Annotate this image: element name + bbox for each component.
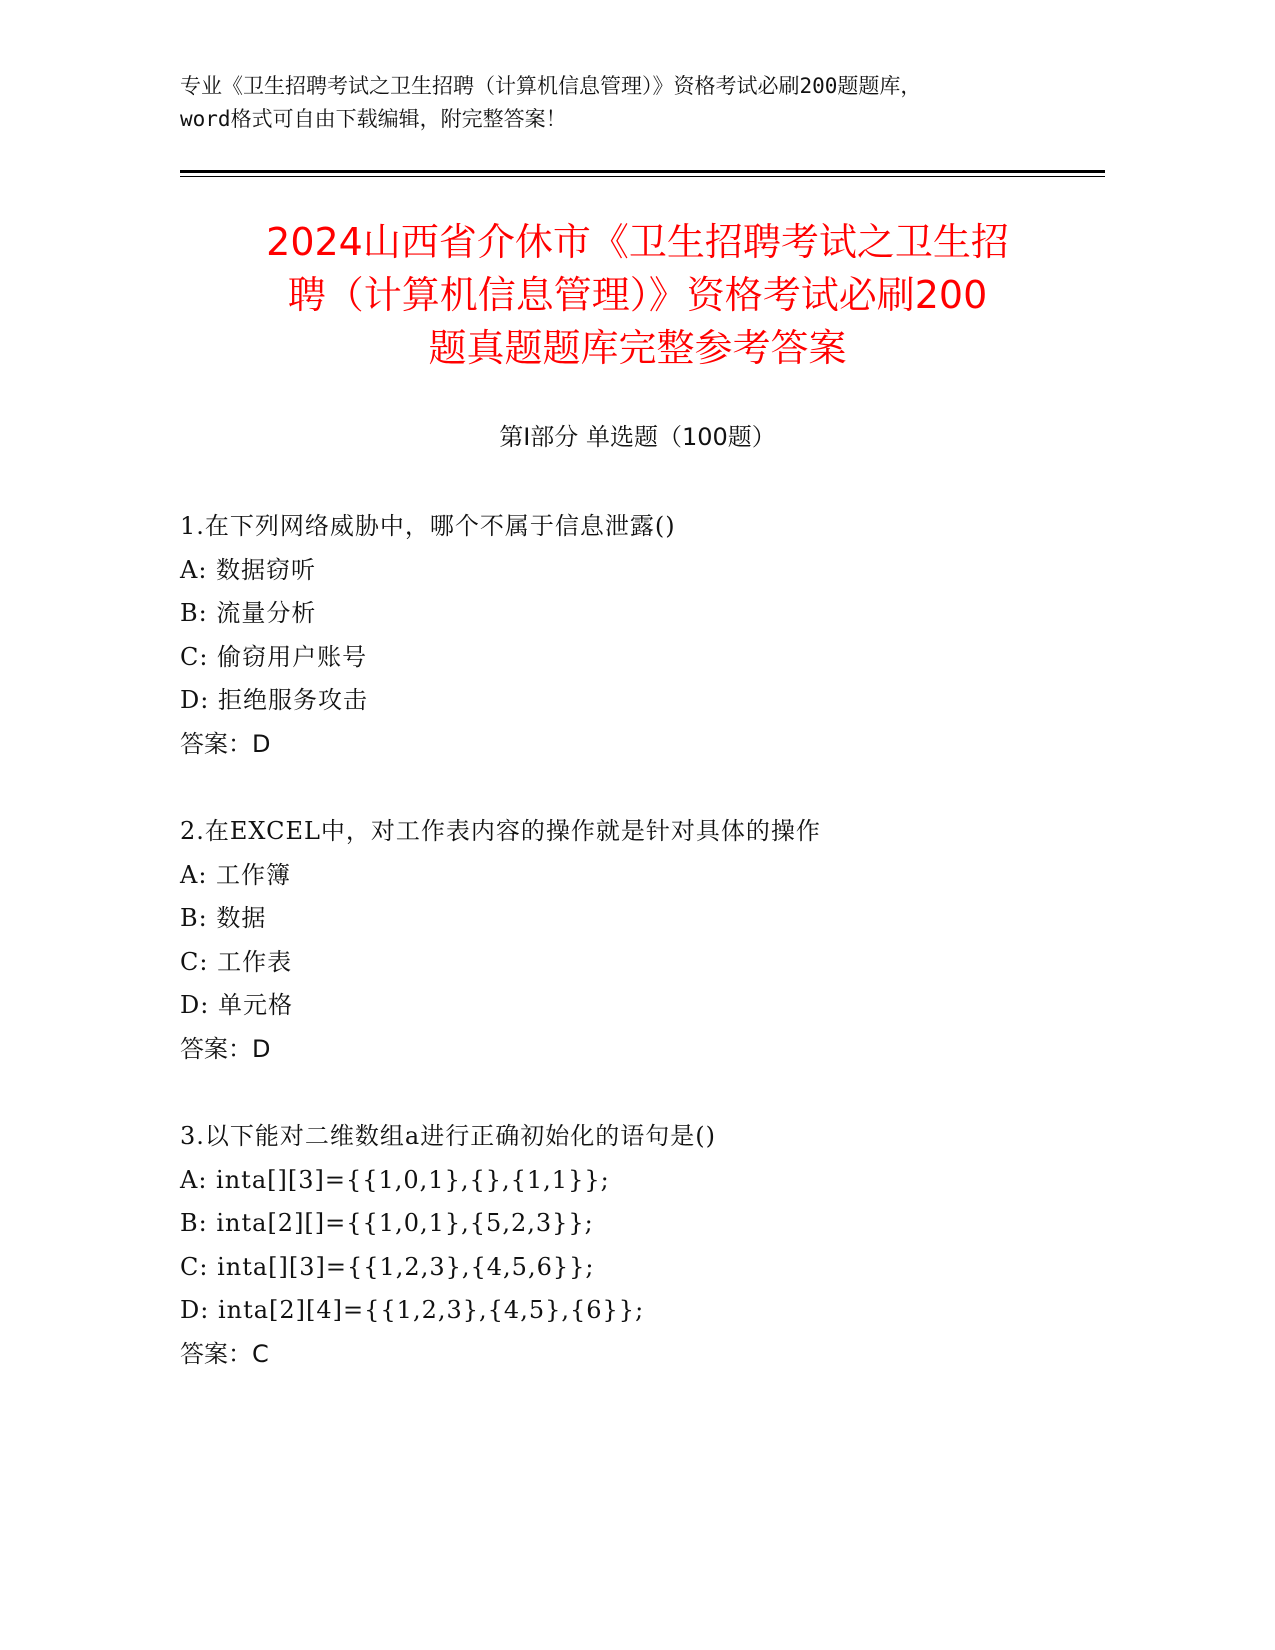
question-stem: 1.在下列网络威胁中，哪个不属于信息泄露()	[180, 512, 676, 540]
question-option-a: A: inta[][3]={{1,0,1},{},{1,1}};	[180, 1165, 610, 1194]
question-option-d: D: 单元格	[180, 991, 293, 1019]
document-title	[150, 216, 1125, 375]
question-option-d: D: inta[2][4]={{1,2,3},{4,5},{6}};	[180, 1296, 645, 1324]
question-option-c: C: 偷窃用户账号	[180, 642, 368, 671]
question-option-a: A: 工作簿	[180, 860, 292, 889]
header-note	[180, 70, 1110, 136]
question-option-c: C: 工作表	[180, 947, 293, 976]
header-rule-thin	[180, 176, 1105, 177]
question-item	[180, 1115, 1110, 1376]
question-option-b: B: 流量分析	[180, 599, 317, 627]
question-stem: 2.在EXCEL中，对工作表内容的操作就是针对具体的操作	[180, 817, 821, 845]
question-option-b: B: 数据	[180, 904, 267, 932]
question-option-c: C: inta[][3]={{1,2,3},{4,5,6}};	[180, 1252, 595, 1281]
question-option-a: A: 数据窃听	[180, 555, 317, 584]
question-list	[180, 505, 1110, 1420]
question-option-b: B: inta[2][]={{1,0,1},{5,2,3}};	[180, 1209, 594, 1237]
section-heading: 第Ⅰ部分 单选题（100题）	[499, 423, 776, 451]
question-answer: 答案：D	[180, 729, 271, 758]
question-answer: 答案：D	[180, 1034, 271, 1063]
question-item	[180, 505, 1110, 766]
header-note-line-1: 专业《卫生招聘考试之卫生招聘（计算机信息管理）》资格考试必刷200题题库，	[180, 74, 922, 98]
question-answer: 答案：C	[180, 1339, 269, 1368]
header-note-line-2: word格式可自由下载编辑，附完整答案！	[180, 107, 567, 131]
document-title-line-2: 聘（计算机信息管理）》资格考试必刷200	[287, 273, 988, 317]
question-option-d: D: 拒绝服务攻击	[180, 686, 368, 714]
header-rule-thick	[180, 170, 1105, 173]
document-title-line-3: 题真题题库完整参考答案	[428, 326, 847, 370]
question-stem: 3.以下能对二维数组a进行正确初始化的语句是()	[180, 1122, 716, 1150]
question-item	[180, 810, 1110, 1071]
document-title-line-1: 2024山西省介休市《卫生招聘考试之卫生招	[266, 220, 1009, 264]
